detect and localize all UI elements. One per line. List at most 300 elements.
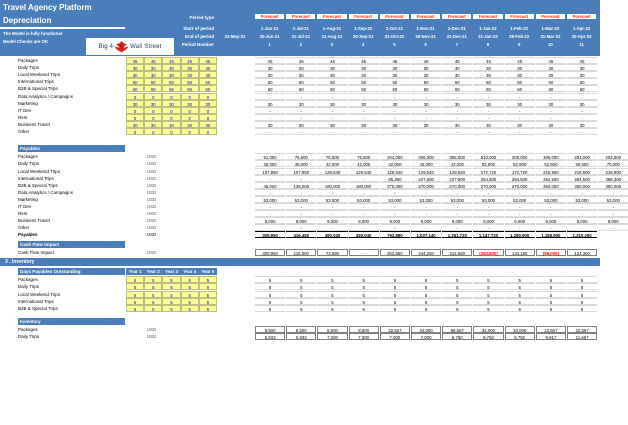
assumption-value-7-8: - — [505, 107, 535, 114]
dpo-input-2-3[interactable]: 5 — [181, 291, 199, 298]
assumption-input-8-0[interactable]: 0 — [126, 114, 144, 121]
assumption-value-9-10: 30 — [567, 121, 597, 128]
payables-label-10: Other — [18, 225, 30, 231]
assumption-input-3-3[interactable]: 60 — [181, 78, 199, 85]
assumption-value-3-2: 60 — [317, 78, 347, 85]
dpo-value-4-3: 5 — [349, 305, 379, 312]
dpo-year-header-3: Year 3 — [162, 268, 180, 275]
payables-value-2-9: 215,900 — [536, 168, 566, 175]
assumption-input-9-1[interactable]: 30 — [144, 121, 162, 128]
row-unit: USD — [147, 161, 157, 167]
assumption-value-0-5: 45 — [411, 57, 441, 64]
dpo-label-2: Local Weekend Trips — [18, 291, 60, 297]
assumption-value-9-4: 30 — [380, 121, 410, 128]
payables-value-1-5: 42,000 — [411, 160, 441, 167]
assumption-value-8-2: - — [317, 114, 347, 121]
assumption-value-9-9: 30 — [536, 121, 566, 128]
assumption-input-4-1[interactable]: 60 — [144, 85, 162, 92]
assumption-value-9-8: 30 — [505, 121, 535, 128]
assumption-value-1-8: 30 — [505, 64, 535, 71]
payables-value-8-3: - — [349, 210, 379, 217]
period-type-1: Forecast — [255, 14, 284, 19]
payables-value-0-0: 51,000 — [255, 153, 285, 160]
payables-value-6-6: 53,000 — [442, 196, 472, 203]
assumption-value-4-2: 60 — [317, 85, 347, 92]
assumption-value-6-10: 30 — [567, 100, 597, 107]
assumption-input-9-0[interactable]: 30 — [126, 121, 144, 128]
inventory-value-0-2: 8,500 — [317, 326, 347, 333]
cashflow-value-0: 300,950 — [255, 249, 285, 256]
dpo-input-3-3[interactable]: 5 — [181, 298, 199, 305]
inventory-value-0-8: 34,000 — [505, 326, 535, 333]
assumption-value-2-1: 30 — [286, 71, 316, 78]
row-unit: USD — [147, 232, 157, 238]
period-number-6: 6 — [424, 41, 427, 47]
payables-value-5-5: - — [411, 189, 441, 196]
assumption-value-2-3: 30 — [349, 71, 379, 78]
dpo-year-header-4: Year 4 — [181, 268, 199, 275]
period-start-7: 1-Dec-21 — [447, 25, 466, 31]
assumption-input-0-2[interactable]: 45 — [162, 57, 180, 64]
assumption-label-6: Marketing — [18, 100, 38, 106]
payables-value-0-2: 76,500 — [317, 153, 347, 160]
assumption-input-7-0[interactable]: 0 — [126, 107, 144, 114]
dpo-input-3-4[interactable]: 5 — [199, 298, 217, 305]
assumption-value-10-6: - — [442, 128, 472, 135]
assumption-value-4-0: 60 — [255, 85, 285, 92]
assumption-value-3-1: 60 — [286, 78, 316, 85]
payables-value-5-3: - — [349, 189, 379, 196]
assumption-value-6-7: 30 — [473, 100, 503, 107]
payables-value-9-11: 9,000 — [598, 217, 628, 224]
assumption-input-2-3[interactable]: 30 — [181, 71, 199, 78]
payables-value-8-0: - — [255, 210, 285, 217]
period-start-6: 1-Nov-21 — [416, 25, 435, 31]
inventory-value-1-0: 5,833 — [255, 333, 285, 340]
payables-value-6-0: 53,000 — [255, 196, 285, 203]
period-type-5: Forecast — [380, 14, 409, 19]
payables-value-11-8: 1,280,900 — [505, 231, 535, 238]
assumption-value-1-0: 30 — [255, 64, 285, 71]
period-start-5: 1-Oct-21 — [385, 25, 403, 31]
assumption-value-4-10: 60 — [567, 85, 597, 92]
payables-value-9-2: 9,000 — [317, 217, 347, 224]
assumption-input-4-3[interactable]: 60 — [181, 85, 199, 92]
payables-value-4-2: 180,000 — [317, 182, 347, 189]
inventory-value-0-5: 34,000 — [411, 326, 441, 333]
payables-value-1-10: 59,500 — [567, 160, 597, 167]
inventory-value-1-3: 7,000 — [349, 333, 379, 340]
assumption-input-3-1[interactable]: 60 — [144, 78, 162, 85]
assumption-value-6-4: 30 — [380, 100, 410, 107]
assumption-input-2-1[interactable]: 30 — [144, 71, 162, 78]
assumption-input-9-2[interactable]: 30 — [162, 121, 180, 128]
assumption-input-0-3[interactable]: 45 — [181, 57, 199, 64]
inventory-label-1: Daily Trips — [18, 334, 40, 340]
period-start-11: 1-Apr-22 — [572, 25, 591, 31]
payables-label-3: International Trips — [18, 175, 54, 181]
assumption-value-1-1: 30 — [286, 64, 316, 71]
dpo-year-header-2: Year 2 — [144, 268, 162, 275]
assumption-input-6-1[interactable]: 30 — [144, 100, 162, 107]
payables-value-7-6: - — [442, 203, 472, 210]
inventory-value-1-9: 9,917 — [536, 333, 566, 340]
payables-value-11-4: 792,890 — [380, 231, 410, 238]
payables-value-1-6: 42,000 — [442, 160, 472, 167]
dpo-value-2-7: 5 — [473, 291, 503, 298]
payables-value-6-8: 53,000 — [505, 196, 535, 203]
payables-value-3-8: 284,500 — [505, 175, 535, 182]
dpo-value-4-9: 5 — [536, 305, 566, 312]
period-start-8: 1-Jan-22 — [479, 25, 497, 31]
dpo-input-1-2[interactable]: 5 — [162, 283, 180, 290]
payables-value-10-8: - — [505, 224, 535, 231]
payables-value-3-9: 284,500 — [536, 175, 566, 182]
assumption-input-9-3[interactable]: 30 — [181, 121, 199, 128]
assumption-input-5-3[interactable]: 0 — [181, 93, 199, 100]
payables-value-9-4: 9,000 — [380, 217, 410, 224]
dpo-value-1-4: 5 — [380, 283, 410, 290]
dpo-value-0-9: 5 — [536, 276, 566, 283]
dpo-value-3-7: 5 — [473, 298, 503, 305]
assumption-value-7-5: - — [411, 107, 441, 114]
assumption-input-2-2[interactable]: 30 — [162, 71, 180, 78]
dpo-input-0-3[interactable]: 5 — [181, 276, 199, 283]
assumption-value-7-1: - — [286, 107, 316, 114]
assumption-value-6-8: 30 — [505, 100, 535, 107]
dpo-value-0-6: 5 — [442, 276, 472, 283]
cashflow-value-9: (95,000) — [536, 249, 566, 256]
dpo-input-1-4[interactable]: 5 — [199, 283, 217, 290]
dpo-input-3-0[interactable]: 5 — [126, 298, 144, 305]
payables-value-4-10: 360,000 — [567, 182, 597, 189]
row-unit: USD — [147, 189, 157, 195]
assumption-input-6-0[interactable]: 30 — [126, 100, 144, 107]
period-type-8: Forecast — [473, 14, 502, 19]
period-end-11: 30-Apr-22 — [571, 33, 592, 39]
period-type-3: Forecast — [317, 14, 346, 19]
assumption-input-7-4[interactable]: 0 — [199, 107, 217, 114]
inventory-value-0-6: 56,667 — [442, 326, 472, 333]
payables-value-5-2: - — [317, 189, 347, 196]
dpo-input-0-0[interactable]: 5 — [126, 276, 144, 283]
payables-value-3-10: 284,500 — [567, 175, 597, 182]
assumption-value-10-9: - — [536, 128, 566, 135]
assumption-value-1-6: 30 — [442, 64, 472, 71]
cashflow-value-7: (284,800) — [473, 249, 503, 256]
assumption-value-6-5: 30 — [411, 100, 441, 107]
period-end-3: 31-Aug-21 — [321, 33, 343, 39]
dpo-value-2-10: 5 — [567, 291, 597, 298]
dpo-value-2-1: 5 — [286, 291, 316, 298]
dpo-input-3-2[interactable]: 5 — [162, 298, 180, 305]
payables-value-7-4: - — [380, 203, 410, 210]
assumption-value-0-3: 45 — [349, 57, 379, 64]
dpo-input-1-3[interactable]: 5 — [181, 283, 199, 290]
assumption-input-10-0[interactable]: 0 — [126, 128, 144, 135]
dpo-value-3-0: 5 — [255, 298, 285, 305]
assumption-input-5-1[interactable]: 0 — [144, 93, 162, 100]
dpo-input-4-3[interactable]: 5 — [181, 305, 199, 312]
payables-value-5-0: - — [255, 189, 285, 196]
assumption-value-4-9: 60 — [536, 85, 566, 92]
payables-value-1-9: 52,500 — [536, 160, 566, 167]
assumption-value-3-7: 60 — [473, 78, 503, 85]
inventory-value-0-4: 22,667 — [380, 326, 410, 333]
assumption-value-3-5: 60 — [411, 78, 441, 85]
assumption-input-2-0[interactable]: 30 — [126, 71, 144, 78]
assumption-input-6-2[interactable]: 30 — [162, 100, 180, 107]
period-end-4: 30-Sep-21 — [353, 33, 374, 39]
assumption-input-6-3[interactable]: 30 — [181, 100, 199, 107]
payables-value-7-1: - — [286, 203, 316, 210]
payables-section-header: Payables — [18, 145, 125, 152]
period-type-6: Forecast — [411, 14, 440, 19]
assumption-value-2-8: 30 — [505, 71, 535, 78]
payables-value-8-2: - — [317, 210, 347, 217]
assumption-value-9-5: 30 — [411, 121, 441, 128]
payables-value-11-7: 1,147,720 — [473, 231, 503, 238]
payables-label-6: Marketing — [18, 196, 38, 202]
dpo-input-4-1[interactable]: 5 — [144, 305, 162, 312]
payables-value-10-9: - — [536, 224, 566, 231]
dpo-value-4-8: 5 — [505, 305, 535, 312]
assumption-input-1-3[interactable]: 30 — [181, 64, 199, 71]
assumption-input-3-2[interactable]: 60 — [162, 78, 180, 85]
payables-value-6-1: 53,000 — [286, 196, 316, 203]
dpo-label-1: Daily Trips — [18, 284, 40, 290]
assumption-value-1-4: 30 — [380, 64, 410, 71]
payables-value-4-11: 360,000 — [598, 182, 628, 189]
assumption-input-8-2[interactable]: 0 — [162, 114, 180, 121]
assumption-input-3-0[interactable]: 60 — [126, 78, 144, 85]
dpo-input-2-0[interactable]: 5 — [126, 291, 144, 298]
assumption-input-10-3[interactable]: 0 — [181, 128, 199, 135]
assumption-value-2-4: 30 — [380, 71, 410, 78]
assumption-input-3-4[interactable]: 60 — [199, 78, 217, 85]
assumption-value-0-6: 45 — [442, 57, 472, 64]
dpo-input-4-2[interactable]: 5 — [162, 305, 180, 312]
payables-label-7: IT Dev — [18, 204, 32, 209]
dpo-value-4-2: 5 — [317, 305, 347, 312]
period-header-label-2: End of period — [185, 33, 214, 39]
assumption-input-8-1[interactable]: 0 — [144, 114, 162, 121]
payables-value-4-8: 270,000 — [505, 182, 535, 189]
payables-value-4-9: 360,000 — [536, 182, 566, 189]
assumption-input-8-3[interactable]: 0 — [181, 114, 199, 121]
payables-value-9-5: 9,000 — [411, 217, 441, 224]
dpo-input-2-1[interactable]: 5 — [144, 291, 162, 298]
assumption-value-7-4: - — [380, 107, 410, 114]
assumption-value-8-8: - — [505, 114, 535, 121]
assumption-input-8-4[interactable]: 0 — [199, 114, 217, 121]
payables-value-0-11: 204,000 — [598, 153, 628, 160]
assumption-value-4-8: 60 — [505, 85, 535, 92]
assumption-label-10: Other — [18, 129, 30, 134]
assumption-value-1-10: 30 — [567, 64, 597, 71]
assumption-value-3-8: 60 — [505, 78, 535, 85]
assumption-value-2-6: 30 — [442, 71, 472, 78]
assumption-value-10-7: - — [473, 128, 503, 135]
assumption-value-2-9: 30 — [536, 71, 566, 78]
row-unit: USD — [147, 225, 157, 231]
assumption-value-1-3: 30 — [349, 64, 379, 71]
dpo-label-3: International Trips — [18, 298, 54, 304]
assumption-value-3-9: 60 — [536, 78, 566, 85]
assumption-input-4-2[interactable]: 60 — [162, 85, 180, 92]
assumption-input-5-0[interactable]: 0 — [126, 93, 144, 100]
assumption-input-4-0[interactable]: 60 — [126, 85, 144, 92]
payables-value-10-6: - — [442, 224, 472, 231]
dpo-value-3-2: 5 — [317, 298, 347, 305]
assumption-value-10-1: - — [286, 128, 316, 135]
period-start-3: 1-Aug-21 — [322, 25, 342, 31]
assumption-input-7-3[interactable]: 0 — [181, 107, 199, 114]
payables-value-0-5: 306,000 — [411, 153, 441, 160]
payables-value-3-4: 85,350 — [380, 175, 410, 182]
assumption-input-6-4[interactable]: 30 — [199, 100, 217, 107]
payables-value-0-4: 204,000 — [380, 153, 410, 160]
assumption-value-1-2: 30 — [317, 64, 347, 71]
cashflow-value-4: 302,850 — [380, 249, 410, 256]
assumption-value-2-10: 30 — [567, 71, 597, 78]
payables-value-11-9: 1,185,900 — [536, 231, 566, 238]
dpo-value-0-3: 5 — [349, 276, 379, 283]
assumption-value-9-6: 30 — [442, 121, 472, 128]
logo-text-left: Big 4 — [98, 43, 114, 50]
dpo-value-2-0: 5 — [255, 291, 285, 298]
dpo-input-1-1[interactable]: 5 — [144, 283, 162, 290]
payables-value-1-11: 70,000 — [598, 160, 628, 167]
dpo-value-0-2: 5 — [317, 276, 347, 283]
assumption-input-1-1[interactable]: 30 — [144, 64, 162, 71]
period-header-label-1: Start of period — [183, 25, 214, 31]
cashflow-value-3: - — [349, 249, 379, 256]
assumption-input-10-1[interactable]: 0 — [144, 128, 162, 135]
dpo-value-1-10: 5 — [567, 283, 597, 290]
payables-value-3-6: 227,600 — [442, 175, 472, 182]
dpo-input-2-4[interactable]: 5 — [199, 291, 217, 298]
dpo-value-3-8: 5 — [505, 298, 535, 305]
assumption-value-6-3: 30 — [349, 100, 379, 107]
assumption-input-0-1[interactable]: 45 — [144, 57, 162, 64]
assumption-input-10-2[interactable]: 0 — [162, 128, 180, 135]
payables-value-10-7: - — [473, 224, 503, 231]
assumption-value-0-4: 45 — [380, 57, 410, 64]
payables-value-11-1: 416,450 — [286, 231, 316, 238]
assumption-value-5-7: - — [473, 93, 503, 100]
assumption-value-7-3: - — [349, 107, 379, 114]
dpo-value-0-10: 5 — [567, 276, 597, 283]
assumption-value-8-9: - — [536, 114, 566, 121]
payables-value-2-6: 129,540 — [442, 168, 472, 175]
payables-value-11-6: 1,351,720 — [442, 231, 472, 238]
inventory-value-0-3: 8,500 — [349, 326, 379, 333]
assumption-value-8-7: - — [473, 114, 503, 121]
payables-value-10-11: - — [598, 224, 628, 231]
dpo-value-2-4: 5 — [380, 291, 410, 298]
payables-value-7-5: - — [411, 203, 441, 210]
payables-value-1-1: 35,000 — [286, 160, 316, 167]
assumption-value-3-4: 60 — [380, 78, 410, 85]
assumption-value-4-3: 60 — [349, 85, 379, 92]
payables-value-5-8: - — [505, 189, 535, 196]
assumption-input-0-4[interactable]: 45 — [199, 57, 217, 64]
period-end-10: 31-Mar-22 — [540, 33, 561, 39]
payables-value-5-11: - — [598, 189, 628, 196]
inventory-value-0-0: 8,500 — [255, 326, 285, 333]
assumption-input-5-2[interactable]: 0 — [162, 93, 180, 100]
assumption-input-1-0[interactable]: 30 — [126, 64, 144, 71]
row-unit: USD — [147, 168, 157, 174]
dpo-value-2-6: 5 — [442, 291, 472, 298]
payables-value-2-0: 107,950 — [255, 168, 285, 175]
payables-value-5-1: - — [286, 189, 316, 196]
dpo-label-0: Packages — [18, 277, 38, 283]
assumption-value-6-0: 30 — [255, 100, 285, 107]
assumption-input-1-4[interactable]: 30 — [199, 64, 217, 71]
assumption-value-10-10: - — [567, 128, 597, 135]
dpo-value-1-9: 5 — [536, 283, 566, 290]
payables-value-8-10: - — [567, 210, 597, 217]
dpo-input-0-2[interactable]: 5 — [162, 276, 180, 283]
row-unit: USD — [147, 218, 157, 224]
assumption-value-0-2: 45 — [317, 57, 347, 64]
payables-label-1: Daily Trips — [18, 161, 40, 167]
dpo-input-1-0[interactable]: 5 — [126, 283, 144, 290]
dpo-value-2-8: 5 — [505, 291, 535, 298]
payables-value-0-6: 306,000 — [442, 153, 472, 160]
assumption-input-0-0[interactable]: 45 — [126, 57, 144, 64]
dpo-value-4-0: 5 — [255, 305, 285, 312]
assumption-input-7-1[interactable]: 0 — [144, 107, 162, 114]
period-end-8: 31-Jan-22 — [478, 33, 498, 39]
payables-value-1-8: 52,500 — [505, 160, 535, 167]
period-number-2: 2 — [299, 41, 302, 47]
payables-value-11-0: 300,950 — [255, 231, 285, 238]
assumption-value-10-0: - — [255, 128, 285, 135]
dpo-input-0-4[interactable]: 5 — [199, 276, 217, 283]
assumption-input-4-4[interactable]: 60 — [199, 85, 217, 92]
assumption-input-2-4[interactable]: 30 — [199, 71, 217, 78]
assumption-input-5-4[interactable]: 0 — [199, 93, 217, 100]
inventory-value-1-1: 5,833 — [286, 333, 316, 340]
assumption-input-10-4[interactable]: 0 — [199, 128, 217, 135]
assumption-input-9-4[interactable]: 30 — [199, 121, 217, 128]
payables-value-6-2: 53,000 — [317, 196, 347, 203]
dpo-value-1-3: 5 — [349, 283, 379, 290]
dpo-input-3-1[interactable]: 5 — [144, 298, 162, 305]
period-start-9: 1-Feb-22 — [510, 25, 529, 31]
row-unit: USD — [147, 196, 157, 202]
assumption-value-8-5: - — [411, 114, 441, 121]
dpo-input-2-2[interactable]: 5 — [162, 291, 180, 298]
period-end-7: 31-Dec-21 — [446, 33, 467, 39]
dpo-input-0-1[interactable]: 5 — [144, 276, 162, 283]
dpo-input-4-0[interactable]: 5 — [126, 305, 144, 312]
assumption-value-0-9: 45 — [536, 57, 566, 64]
assumption-input-7-2[interactable]: 0 — [162, 107, 180, 114]
assumption-value-1-9: 30 — [536, 64, 566, 71]
assumption-input-1-2[interactable]: 30 — [162, 64, 180, 71]
payables-value-4-5: 270,000 — [411, 182, 441, 189]
dpo-input-4-4[interactable]: 5 — [199, 305, 217, 312]
cashflow-value-10: 124,300 — [567, 249, 597, 256]
assumption-value-5-3: - — [349, 93, 379, 100]
payables-value-4-0: 45,000 — [255, 182, 285, 189]
payables-value-10-3: - — [349, 224, 379, 231]
inventory-section-header: Inventory — [18, 318, 125, 325]
